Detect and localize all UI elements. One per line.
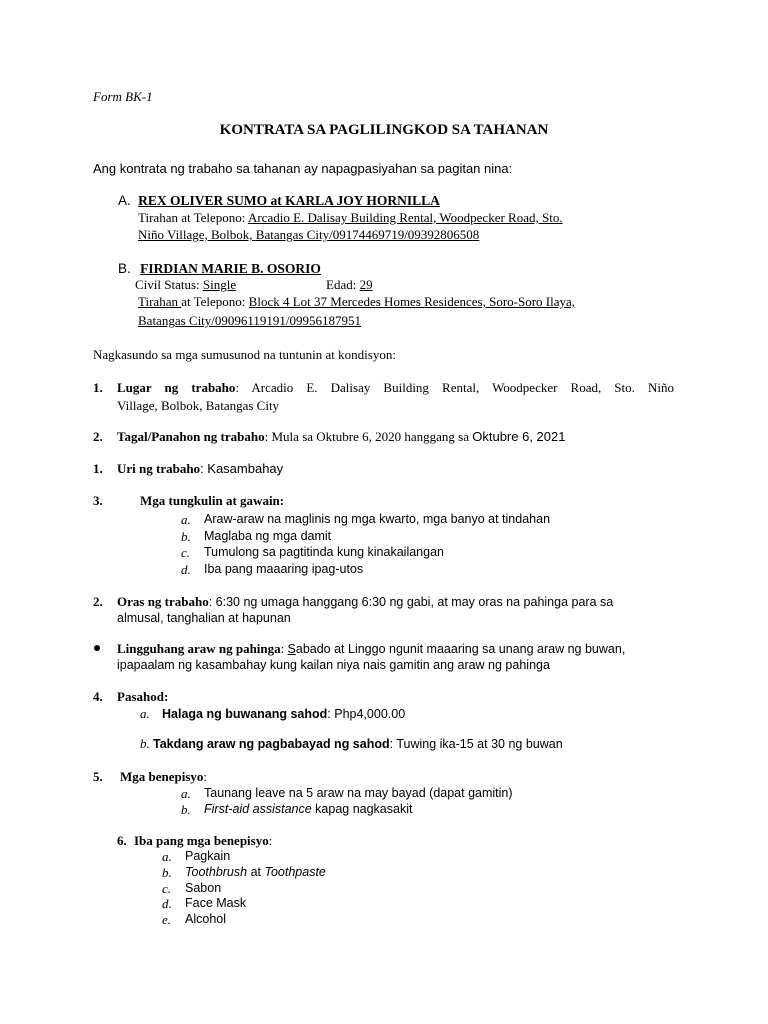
section-tagal-text-a: Mula sa Oktubre 6, 2020 hanggang sa bbox=[271, 429, 473, 444]
party-b-marker: B. bbox=[118, 261, 131, 276]
party-a-marker: A. bbox=[118, 193, 131, 208]
section-oras-line2: almusal, tanghalian at hapunan bbox=[117, 611, 291, 625]
section-tagal-label: Tagal/Panahon ng trabaho bbox=[117, 429, 265, 444]
iba-item-d: Face Mask bbox=[185, 896, 247, 910]
age-label: Edad: bbox=[326, 277, 360, 292]
section-oras-text: : 6:30 ng umaga hanggang 6:30 ng gabi, at may oras na pahinga para sa bbox=[208, 595, 614, 609]
age-value: 29 bbox=[359, 277, 373, 292]
section-pasahod-label: Pasahod: bbox=[117, 689, 169, 704]
section-pahinga-line1 bbox=[117, 641, 625, 657]
section-pasahod-number: 4. bbox=[93, 689, 103, 704]
section-lugar-line1 bbox=[117, 380, 674, 396]
pasahod-marker-b: b. bbox=[140, 736, 150, 751]
page-title: KONTRATA SA PAGLILINGKOD SA TAHANAN bbox=[219, 122, 549, 138]
section-benepisyo-label: Mga benepisyo bbox=[120, 769, 204, 784]
tungkulin-marker-a: a. bbox=[181, 512, 191, 527]
form-code: Form BK-1 bbox=[93, 89, 153, 104]
party-a-heading bbox=[118, 193, 440, 209]
section-pahinga-colon: : bbox=[280, 641, 288, 656]
tungkulin-marker-b: b. bbox=[181, 529, 191, 544]
section-tagal-sep: : bbox=[264, 429, 272, 444]
benepisyo-item-a: Taunang leave na 5 araw na may bayad (dapat gamitin) bbox=[204, 786, 513, 800]
agreement-text: Nagkasundo sa mga sumusunod na tuntunin at kondisyon: bbox=[93, 347, 396, 362]
section-uri-line bbox=[117, 461, 283, 477]
section-benepisyo-colon: : bbox=[203, 769, 208, 784]
party-b-heading bbox=[118, 261, 321, 277]
tungkulin-marker-d: d. bbox=[181, 562, 191, 577]
iba-marker-e: e. bbox=[162, 912, 172, 927]
section-tagal-number: 2. bbox=[93, 429, 103, 444]
party-a-name: REX OLIVER SUMO at KARLA JOY HORNILLA bbox=[138, 193, 440, 208]
party-b-civil-status bbox=[135, 277, 236, 293]
tungkulin-item-d: Iba pang maaaring ipag-utos bbox=[204, 562, 364, 576]
party-b-address-line1 bbox=[138, 294, 575, 310]
iba-marker-c: c. bbox=[162, 881, 172, 896]
section-iba-number: 6. bbox=[117, 833, 127, 848]
section-oras-label: Oras ng trabaho bbox=[117, 594, 209, 609]
party-b-age bbox=[326, 277, 373, 293]
iba-item-b-italic-2: Toothpaste bbox=[264, 865, 326, 879]
pasahod-item-a bbox=[162, 706, 405, 722]
party-b-address-label-u: Tirahan bbox=[138, 294, 182, 309]
section-uri-label: Uri ng trabaho bbox=[117, 461, 201, 476]
iba-item-b bbox=[185, 865, 326, 879]
iba-item-b-italic-1: Toothbrush bbox=[185, 865, 248, 879]
section-benepisyo-heading bbox=[120, 769, 207, 785]
section-lugar-text: : Arcadio E. Dalisay Building Rental, Woodpecker Road, Sto. Niño bbox=[235, 380, 674, 395]
section-pahinga-label: Lingguhang araw ng pahinga bbox=[117, 641, 281, 656]
party-a-address-value-2: Niño Village, Bolbok, Batangas City/09174469719/09392806508 bbox=[138, 227, 480, 242]
pasahod-marker-a: a. bbox=[140, 706, 150, 721]
section-lugar-label: Lugar ng trabaho bbox=[117, 380, 236, 395]
party-b-address-value-2: Batangas City/09096119191/09956187951 bbox=[138, 313, 362, 328]
pasahod-a-label: Halaga ng buwanang sahod bbox=[162, 707, 328, 721]
iba-marker-b: b. bbox=[162, 865, 172, 880]
section-tungkulin-number: 3. bbox=[93, 493, 103, 508]
section-iba-label: Iba pang mga benepisyo bbox=[134, 833, 269, 848]
section-lugar-number: 1. bbox=[93, 380, 103, 395]
section-pahinga-text: abado at Linggo ngunit maaaring sa unang araw ng buwan, bbox=[295, 642, 626, 656]
section-benepisyo-number: 5. bbox=[93, 769, 103, 784]
section-lugar-line2: Village, Bolbok, Batangas City bbox=[117, 398, 280, 413]
party-b-name: FIRDIAN MARIE B. OSORIO bbox=[140, 261, 321, 276]
benepisyo-item-b-italic: First-aid assistance bbox=[204, 802, 312, 816]
iba-marker-d: d. bbox=[162, 896, 172, 911]
iba-item-c: Sabon bbox=[185, 881, 222, 895]
tungkulin-marker-c: c. bbox=[181, 545, 191, 560]
benepisyo-marker-a: a. bbox=[181, 786, 191, 801]
section-tungkulin-label: Mga tungkulin at gawain: bbox=[140, 493, 285, 508]
pasahod-a-text: : Php4,000.00 bbox=[327, 707, 406, 721]
section-uri-number: 1. bbox=[93, 461, 103, 476]
bullet-icon bbox=[93, 641, 105, 653]
benepisyo-item-b-text: kapag nagkasakit bbox=[311, 802, 413, 816]
civil-status-label: Civil Status: bbox=[135, 277, 203, 292]
party-b-address-value-1: Block 4 Lot 37 Mercedes Homes Residences, Soro-Soro Ilaya, bbox=[248, 294, 576, 309]
section-iba-heading bbox=[117, 833, 272, 849]
benepisyo-marker-b: b. bbox=[181, 802, 191, 817]
section-uri-text: : Kasambahay bbox=[200, 461, 284, 476]
pasahod-item-b bbox=[140, 736, 563, 752]
section-tagal-text-b: Oktubre 6, 2021 bbox=[472, 429, 566, 444]
section-pahinga-text-u: S bbox=[287, 642, 296, 656]
party-a-address-line1 bbox=[138, 210, 563, 226]
party-b-address-label: at Telepono: bbox=[181, 294, 249, 309]
section-oras-number: 2. bbox=[93, 594, 103, 609]
section-iba-colon: : bbox=[268, 833, 273, 848]
section-tagal-line bbox=[117, 429, 565, 445]
pasahod-b-text: : Tuwing ika-15 at 30 ng buwan bbox=[389, 737, 563, 751]
party-a-address-value-1: Arcadio E. Dalisay Building Rental, Woodpecker Road, Sto. bbox=[247, 210, 563, 225]
iba-marker-a: a. bbox=[162, 849, 172, 864]
party-a-address-label: Tirahan at Telepono: bbox=[138, 210, 248, 225]
benepisyo-item-b bbox=[204, 802, 412, 816]
iba-item-b-mid: at bbox=[247, 865, 265, 879]
tungkulin-item-b: Maglaba ng mga damit bbox=[204, 529, 332, 543]
section-pahinga-line2: ipapaalam ng kasambahay kung kailan niya nais gamitin ang araw ng pahinga bbox=[117, 658, 550, 672]
section-oras-line1 bbox=[117, 594, 613, 610]
iba-item-a: Pagkain bbox=[185, 849, 231, 863]
tungkulin-item-c: Tumulong sa pagtitinda kung kinakailangan bbox=[204, 545, 444, 559]
tungkulin-item-a: Araw-araw na maglinis ng mga kwarto, mga banyo at tindahan bbox=[204, 512, 551, 526]
pasahod-b-label: Takdang araw ng pagbabayad ng sahod bbox=[153, 737, 390, 751]
iba-item-e: Alcohol bbox=[185, 912, 226, 926]
civil-status-value: Single bbox=[202, 277, 237, 292]
intro-text: Ang kontrata ng trabaho sa tahanan ay napagpasiyahan sa pagitan nina: bbox=[93, 161, 513, 176]
